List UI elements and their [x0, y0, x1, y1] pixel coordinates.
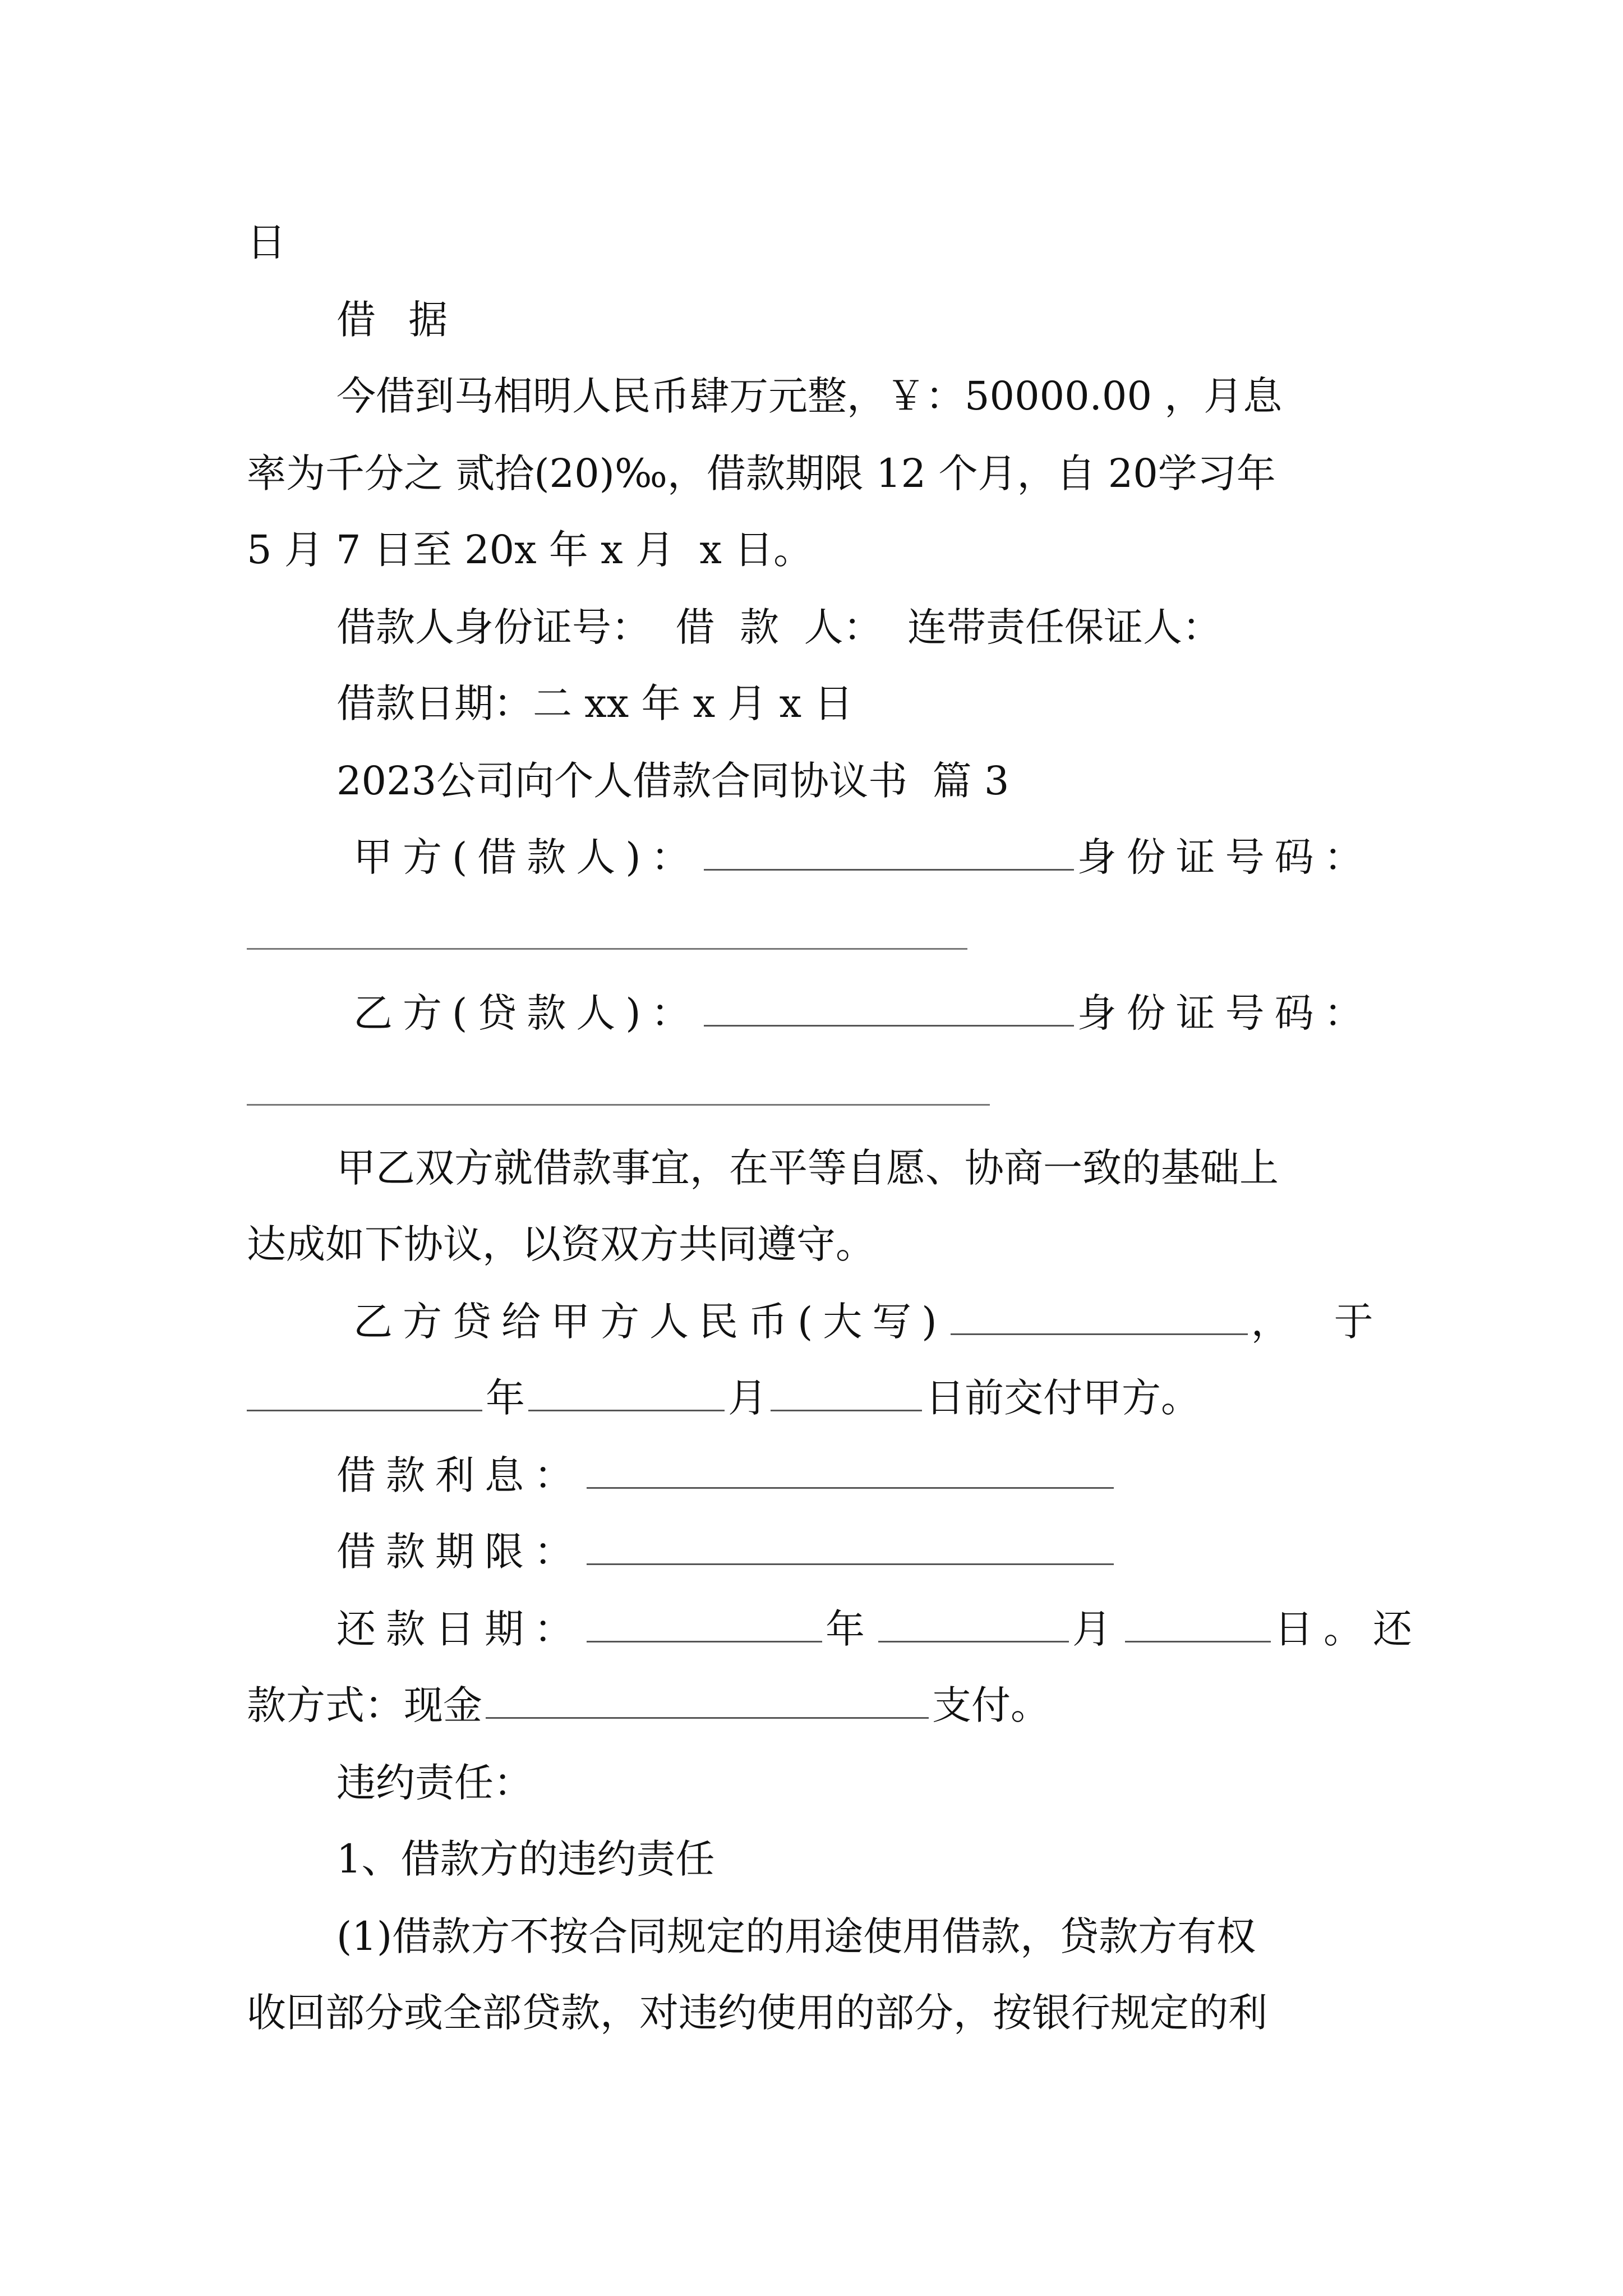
party-b-label: 乙方(贷款人)：	[353, 990, 700, 1036]
term-line	[336, 1526, 1117, 1577]
repay-month-blank	[878, 1608, 1069, 1642]
party-b-line	[353, 987, 1373, 1039]
party-b-id-label: 身份证号码：	[1077, 990, 1373, 1036]
repay-year-blank	[587, 1608, 822, 1642]
receipt-paragraph-line-3: 5 月 7 日至 20x 年 x 月 x 日。	[247, 527, 813, 573]
loan-amount-text: 乙方贷给甲方人民币(大写)	[353, 1299, 947, 1345]
term-blank	[587, 1531, 1114, 1565]
repay-method-label: 款方式：现金	[247, 1682, 482, 1728]
repay-date-line	[336, 1603, 1422, 1655]
loan-amount-end: 于	[1334, 1299, 1384, 1345]
breach-paragraph-line-1: (1)借款方不按合同规定的用途使用借款，贷款方有权	[336, 1913, 1256, 1959]
loan-year-label: 年	[486, 1375, 525, 1421]
receipt-title: 借 据	[336, 297, 458, 343]
top-fragment-text: 日	[247, 219, 286, 265]
receipt-paragraph-line-2: 率为千分之 贰拾(20)‰，借款期限 12 个月，自 20学习年	[247, 450, 1276, 496]
interest-blank	[587, 1455, 1114, 1489]
repay-method-blank	[486, 1685, 929, 1719]
loan-month-label: 月	[728, 1375, 767, 1421]
party-a-line	[353, 831, 1373, 883]
interest-label: 借款利息：	[336, 1452, 583, 1498]
party-a-id-label: 身份证号码：	[1077, 834, 1373, 880]
party-b-id-blank	[247, 1104, 990, 1106]
borrow-date-line: 借款日期：二 xx 年 x 月 x 日	[336, 680, 854, 726]
loan-amount-blank	[951, 1301, 1248, 1335]
repay-day-label: 日。还	[1274, 1606, 1422, 1652]
repay-date-label: 还款日期：	[336, 1606, 583, 1652]
receipt-paragraph-line-1: 今借到马相明人民币肆万元整，￥：50000.00 ，月息	[336, 373, 1283, 419]
repay-year-label: 年	[826, 1606, 875, 1652]
party-b-name-blank	[704, 992, 1074, 1027]
repay-method-end: 支付。	[932, 1682, 1050, 1728]
term-label: 借款期限：	[336, 1529, 583, 1575]
loan-day-blank	[771, 1377, 922, 1411]
interest-line	[336, 1450, 1117, 1501]
loan-year-blank	[247, 1377, 482, 1411]
section-heading: 2023公司向个人借款合同协议书 篇 3	[336, 758, 1009, 804]
signatories-line: 借款人身份证号： 借 款 人： 连带责任保证人：	[336, 604, 1222, 650]
loan-delivery-line	[247, 1372, 1200, 1424]
loan-day-label: 日前交付甲方。	[925, 1375, 1200, 1421]
loan-month-blank	[528, 1377, 725, 1411]
party-a-name-blank	[704, 836, 1074, 871]
repay-method-line	[247, 1680, 1050, 1731]
breach-item-1: 1、借款方的违约责任	[336, 1836, 715, 1882]
repay-day-blank	[1125, 1608, 1271, 1642]
agreement-paragraph-line-1: 甲乙双方就借款事宜，在平等自愿、协商一致的基础上	[336, 1145, 1279, 1191]
agreement-paragraph-line-2: 达成如下协议，以资双方共同遵守。	[247, 1221, 875, 1267]
loan-amount-comma: ，	[1251, 1299, 1301, 1345]
party-a-label: 甲方(借款人)：	[353, 834, 700, 880]
repay-month-label: 月	[1072, 1606, 1122, 1652]
loan-amount-line	[353, 1296, 1384, 1347]
breach-heading: 违约责任：	[336, 1760, 533, 1806]
breach-paragraph-line-2: 收回部分或全部贷款，对违约使用的部分，按银行规定的利	[247, 1990, 1267, 2036]
party-a-id-blank	[247, 948, 967, 950]
